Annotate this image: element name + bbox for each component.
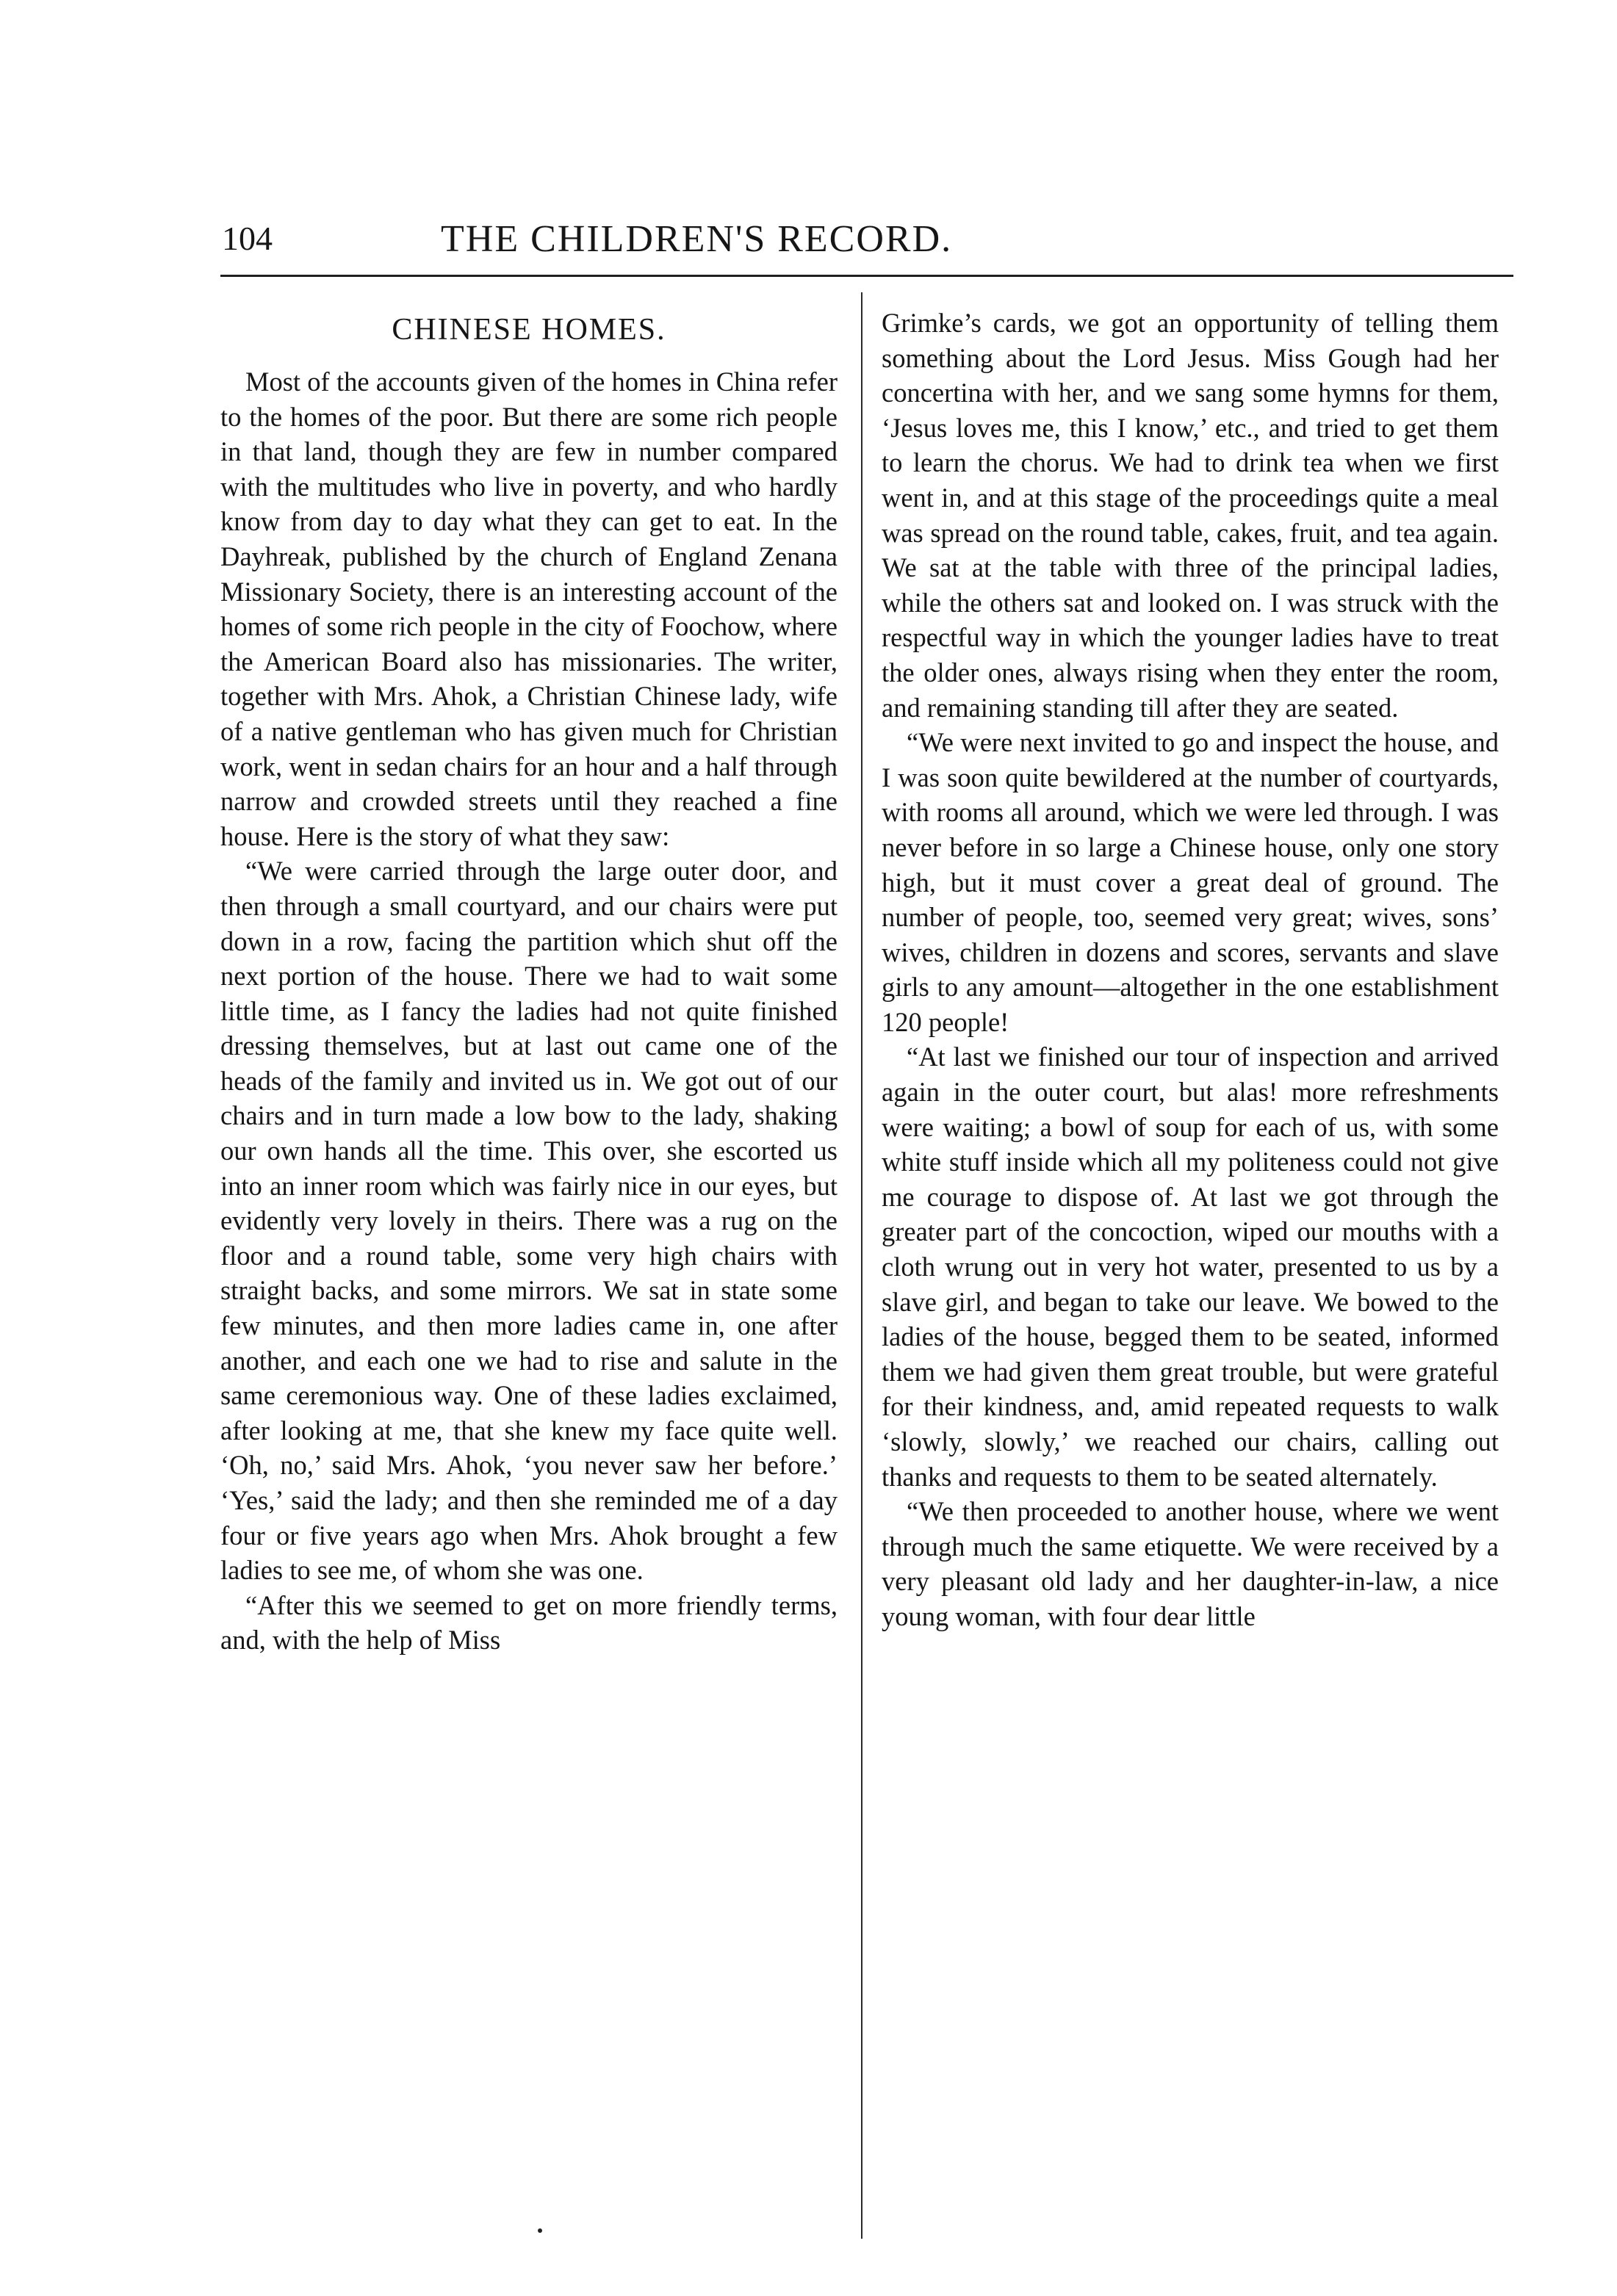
running-head: THE CHILDREN'S RECORD. <box>441 218 953 260</box>
stray-print-mark <box>538 2228 542 2233</box>
paragraph: “At last we finished our tour of inspection and arrived again in the outer court, but alas! more refreshments were waiting; a bowl of soup for each of us, with some white stuff inside which all my politeness could not give me courage to dispose of. At last we got through the greater part of the concoction, wiped our mouths with a cloth wrung out in very hot water, presented to us by a slave girl, and began to take our leave. We bowed to the ladies of the house, begged them to be seated, informed them we had given them great trouble, but were grateful for their kindness, and, amid repeated requests to walk ‘slowly, slowly,’ we reached our chairs, calling out thanks and requests to them to be seated alternately. <box>882 1041 1499 1492</box>
article-title: CHINESE HOMES. <box>392 313 666 347</box>
left-column <box>220 306 838 1658</box>
paragraph-continued: Grimke’s cards, we got an opportunity of telling them something about the Lord Jesus. Miss Gough had her concertina with her, and we sang some hymns for them, ‘Jesus loves me, this I know,’ etc., and tried to get them to learn the chorus. We had to drink tea when we first went in, and at this stage of the proceedings quite a meal was spread on the round table, cakes, fruit, and tea again. We sat at the table with three of the principal ladies, while the others sat and looked on. I was struck with the respectful way in which the younger ladies have to treat the older ones, always rising when they enter the room, and remaining standing till after they are seated. <box>882 308 1499 723</box>
right-column <box>882 306 1499 1634</box>
column-divider <box>861 292 862 2239</box>
paragraph: “After this we seemed to get on more friendly terms, and, with the help of Miss <box>220 1589 838 1656</box>
paragraph: “We were carried through the large outer door, and then through a small courtyard, and our chairs were put down in a row, facing the partition which shut off the next portion of the house. There we had to wait some little time, as I fancy the ladies had not quite finished dressing themselves, but at last out came one of the heads of the family and invited us in. We got out of our chairs and in turn made a low bow to the lady, shaking our own hands all the time. This over, she escorted us into an inner room which was fairly nice in our eyes, but evidently very lovely in theirs. There was a rug on the floor and a round table, some very high chairs with straight backs, and some mirrors. We sat in state some few minutes, and then more ladies came in, one after another, and each one we had to rise and salute in the same ceremonious way. One of these ladies exclaimed, after looking at me, that she knew my face quite well. ‘Oh, no,’ said Mrs. Ahok, ‘you never saw her before.’ ‘Yes,’ said the lady; and then she reminded me of a day four or five years ago when Mrs. Ahok brought a few ladies to see me, of whom she was one. <box>220 856 838 1586</box>
header-rule <box>220 275 1513 277</box>
paragraph: “We were next invited to go and inspect the house, and I was soon quite bewildered at the number of courtyards, with rooms all around, which we were led through. I was never before in so large a Chinese house, only one story high, but it must cover a great deal of ground. The number of people, too, seemed very great; wives, sons’ wives, children in dozens and scores, servants and slave girls to any amount—altogether in the one establishment 120 people! <box>882 727 1499 1037</box>
paragraph: “We then proceeded to another house, where we went through much the same etiquette. We were received by a very pleasant old lady and her daughter-in-law, a nice young woman, with four dear little <box>882 1496 1499 1631</box>
page-number: 104 <box>222 220 273 257</box>
paragraph: Most of the accounts given of the homes in China refer to the homes of the poor. But there are some rich people in that land, though they are few in number compared with the multitudes who live in poverty, and who hardly know from day to day what they can get to eat. In the Dayhreak, published by the church of England Zenana Missionary Society, there is an interesting account of the homes of some rich people in the city of Foochow, where the American Board also has missionaries. The writer, together with Mrs. Ahok, a Christian Chinese lady, wife of a native gentleman who has given much for Christian work, went in sedan chairs for an hour and a half through narrow and crowded streets until they reached a fine house. Here is the story of what they saw: <box>220 367 838 851</box>
